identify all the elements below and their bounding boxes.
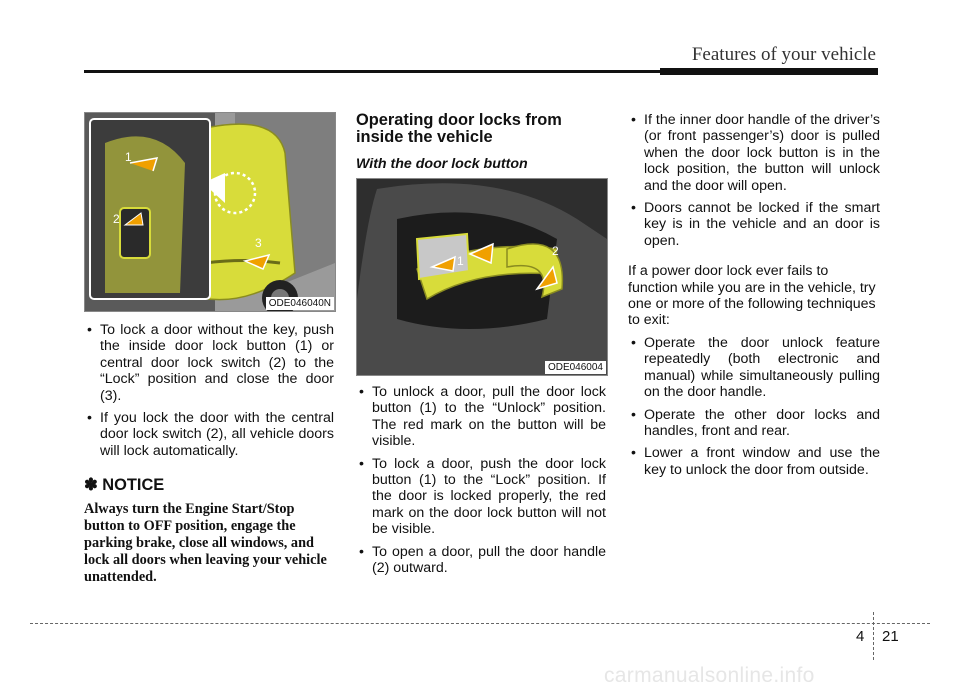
list-item: • Operate the other door locks and handles, front and rear.: [628, 407, 880, 440]
list-item: • If the inner door handle of the driver’s (or front passenger’s) door is pulled when the door lock button is in the lock position, the button will unlock and the door will open.: [628, 112, 880, 194]
notice-star-icon: ✽: [84, 476, 98, 495]
section-heading: Operating door locks from inside the vehicle: [356, 111, 562, 146]
header-rule-accent: [660, 68, 878, 75]
middle-bullets: [356, 384, 606, 576]
fallback-paragraph: If a power door lock ever fails to function while you are in the vehicle, try one or more of the following techniques to exit:: [628, 263, 876, 329]
page-number: 21: [882, 628, 899, 645]
list-item: • Lower a front window and use the key to unlock the door from outside.: [628, 445, 880, 478]
section-title: Features of your vehicle: [691, 44, 876, 65]
right-bullets-top: [628, 112, 880, 249]
footer-rule: [30, 623, 930, 624]
left-bullets: [84, 322, 334, 459]
list-item: • To lock a door, push the door lock button (1) to the “Lock” position. If the door is locked properly, the red mark on the door lock button will not be visible.: [356, 456, 606, 538]
notice-title: NOTICE: [102, 476, 165, 495]
chapter-number: 4: [856, 628, 865, 645]
notice-body: Always turn the Engine Start/Stop button to OFF position, engage the parking brake, close all windows, and lock all doors when leaving your vehicle unattended.: [84, 501, 327, 586]
list-item: • To lock a door without the key, push the inside door lock button (1) or central door lock switch (2) to the “Lock” position and close the door (3).: [84, 322, 334, 404]
callout-2: 2: [113, 212, 120, 226]
list-item: • If you lock the door with the central door lock switch (2), all vehicle doors will lock automatically.: [84, 410, 334, 459]
callout-3: 3: [255, 236, 262, 250]
door-handle-figure: [356, 178, 608, 376]
list-item: • To unlock a door, pull the door lock button (1) to the “Unlock” position. The red mark on the button will be visible.: [356, 384, 606, 450]
page-number-divider: [873, 612, 874, 660]
door-handle-illustration: [357, 179, 607, 375]
left-column: [84, 112, 334, 586]
figure-code: ODE046004: [545, 361, 606, 374]
door-lock-figure: [84, 112, 336, 312]
callout-1: 1: [457, 254, 464, 268]
watermark: carmanualsonline.info: [604, 664, 815, 687]
section-subheading: With the door lock button: [356, 156, 528, 172]
list-item: • Doors cannot be locked if the smart key is in the vehicle and an door is open.: [628, 200, 880, 249]
list-item: • Operate the door unlock feature repeatedly (both electronic and manual) while simultaneously pulling on the door handle.: [628, 335, 880, 401]
callout-2: 2: [552, 244, 559, 258]
door-lock-illustration: [85, 113, 335, 311]
list-item: • To open a door, pull the door handle (2) outward.: [356, 544, 606, 577]
figure-code: ODE046040N: [266, 297, 334, 310]
notice-heading: [84, 475, 334, 495]
right-bullets-bottom: [628, 335, 880, 478]
middle-column: [356, 112, 606, 582]
right-column: [628, 112, 880, 484]
callout-1: 1: [125, 150, 132, 164]
